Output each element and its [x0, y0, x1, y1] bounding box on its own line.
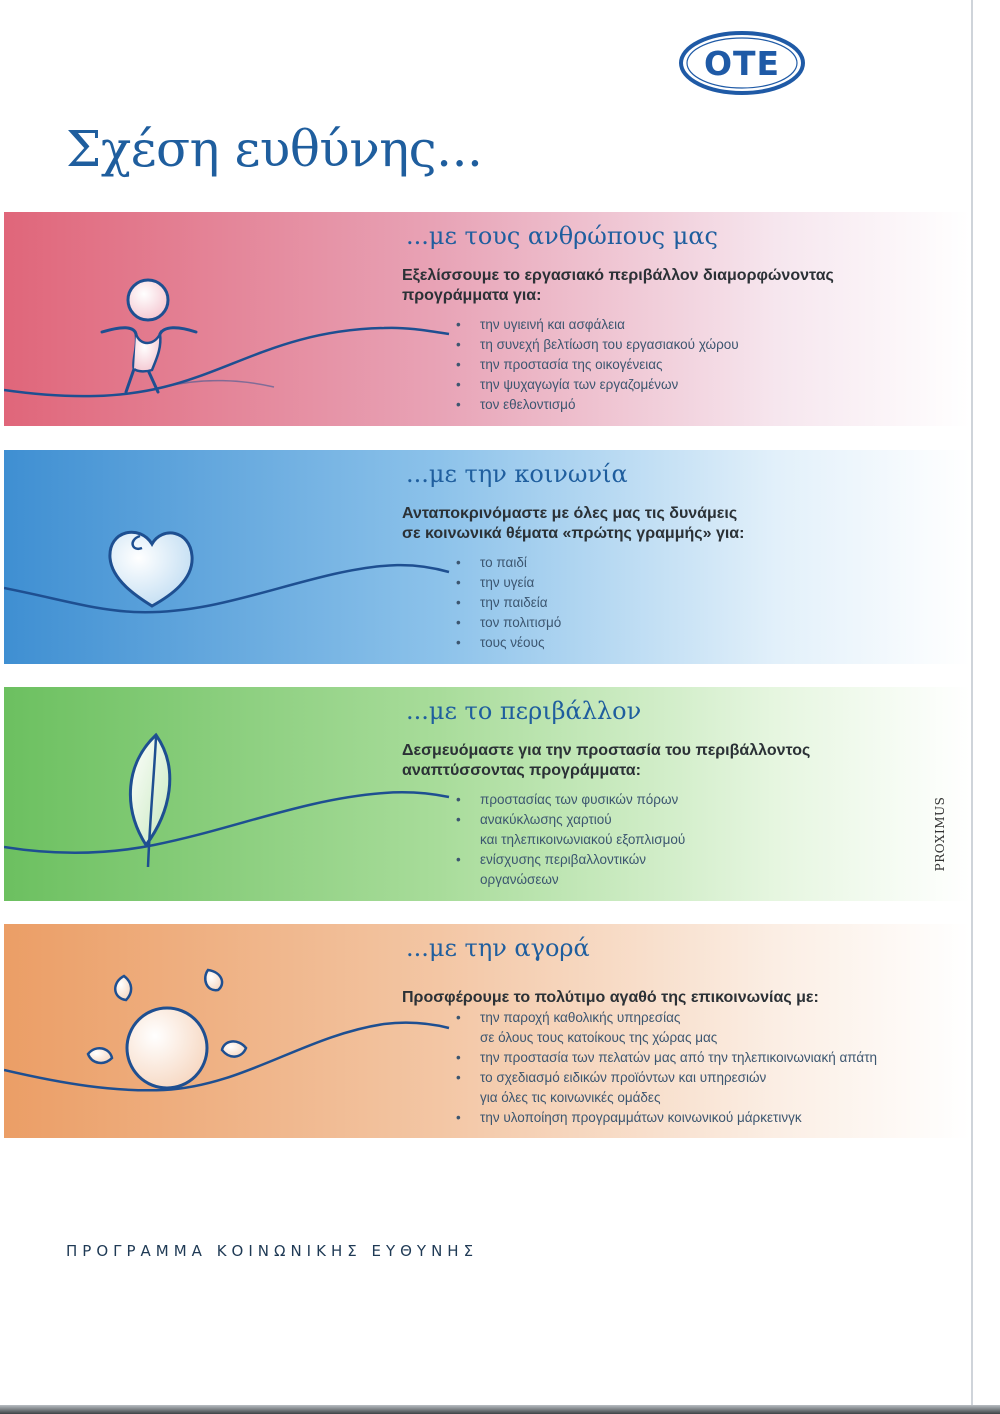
section-intro-line: Ανταποκρινόμαστε με όλες μας τις δυνάμεις — [402, 505, 738, 522]
list-item: • τη συνεχή βελτίωση του εργασιακού χώρου — [456, 335, 739, 355]
list-item: οργανώσεων — [480, 872, 559, 887]
side-label-text: PROXIMUS — [933, 796, 947, 872]
section-intro — [402, 741, 810, 781]
section-heading: ...με το περιβάλλον — [406, 697, 642, 725]
leaf-icon — [116, 727, 196, 877]
footer-text: ΠΡΟΓΡΑΜΜΑ ΚΟΙΝΩΝΙΚΗΣ ΕΥΘΥΝΗΣ — [66, 1242, 479, 1260]
section-heading: ...με την κοινωνία — [406, 460, 628, 488]
section-environment — [4, 687, 970, 901]
list-item: • την υλοποίηση προγραμμάτων κοινωνικού μάρκετινγκ — [456, 1108, 877, 1128]
list-item: • την προστασία της οικογένειας — [456, 355, 739, 375]
list-item: • την υγιεινή και ασφάλεια — [456, 315, 739, 335]
list-item: • την ψυχαγωγία των εργαζομένων — [456, 375, 739, 395]
section-item-list — [456, 315, 739, 415]
page-edge-bottom — [0, 1405, 1000, 1414]
section-intro — [402, 504, 744, 544]
section-intro — [402, 266, 834, 306]
person-icon — [92, 274, 202, 404]
list-item: • την προστασία των πελατών μας από την τηλεπικοινωνιακή απάτη — [456, 1048, 877, 1068]
section-intro-line: αναπτύσσοντας προγράμματα: — [402, 762, 641, 779]
section-society — [4, 450, 970, 664]
sun-icon — [82, 964, 252, 1114]
list-item: • τους νέους — [456, 633, 561, 653]
section-heading: ...με τους ανθρώπους μας — [406, 222, 718, 250]
section-people — [4, 212, 970, 426]
logo-text: OTE — [703, 43, 781, 83]
section-intro-line: Εξελίσσουμε το εργασιακό περιβάλλον διαμορφώνοντας — [402, 267, 834, 284]
page-edge-right — [971, 0, 973, 1414]
list-item: • τον εθελοντισμό — [456, 395, 739, 415]
section-item-list — [456, 553, 561, 653]
list-item: • την παιδεία — [456, 593, 561, 613]
list-item: • το σχεδιασμό ειδικών προϊόντων και υπηρεσιών — [456, 1068, 877, 1088]
ote-logo — [678, 30, 806, 96]
heart-icon — [100, 516, 210, 616]
side-label — [930, 795, 950, 880]
list-item: και τηλεπικοινωνιακού εξοπλισμού — [480, 832, 686, 847]
list-item: • την παροχή καθολικής υπηρεσίας — [456, 1008, 877, 1028]
section-heading: ...με την αγορά — [406, 934, 590, 962]
list-item: για όλες τις κοινωνικές ομάδες — [480, 1090, 661, 1105]
list-item: • ανακύκλωσης χαρτιού — [456, 810, 685, 830]
section-intro-line: Προσφέρουμε το πολύτιμο αγαθό της επικοινωνίας με: — [402, 989, 819, 1006]
section-intro-line: Δεσμευόμαστε για την προστασία του περιβάλλοντος — [402, 742, 811, 759]
section-item-list — [456, 790, 685, 890]
section-intro-line: προγράμματα για: — [402, 287, 542, 304]
list-item: • τον πολιτισμό — [456, 613, 561, 633]
section-market — [4, 924, 970, 1138]
list-item: • το παιδί — [456, 553, 561, 573]
section-item-list — [456, 1008, 877, 1128]
list-item: • την υγεία — [456, 573, 561, 593]
page-title: Σχέση ευθύνης... — [66, 120, 483, 178]
list-item: σε όλους τους κατοίκους της χώρας μας — [480, 1030, 718, 1045]
section-intro — [402, 988, 819, 1008]
list-item: • προστασίας των φυσικών πόρων — [456, 790, 685, 810]
list-item: • ενίσχυσης περιβαλλοντικών — [456, 850, 685, 870]
section-intro-line: σε κοινωνικά θέματα «πρώτης γραμμής» για: — [402, 525, 745, 542]
